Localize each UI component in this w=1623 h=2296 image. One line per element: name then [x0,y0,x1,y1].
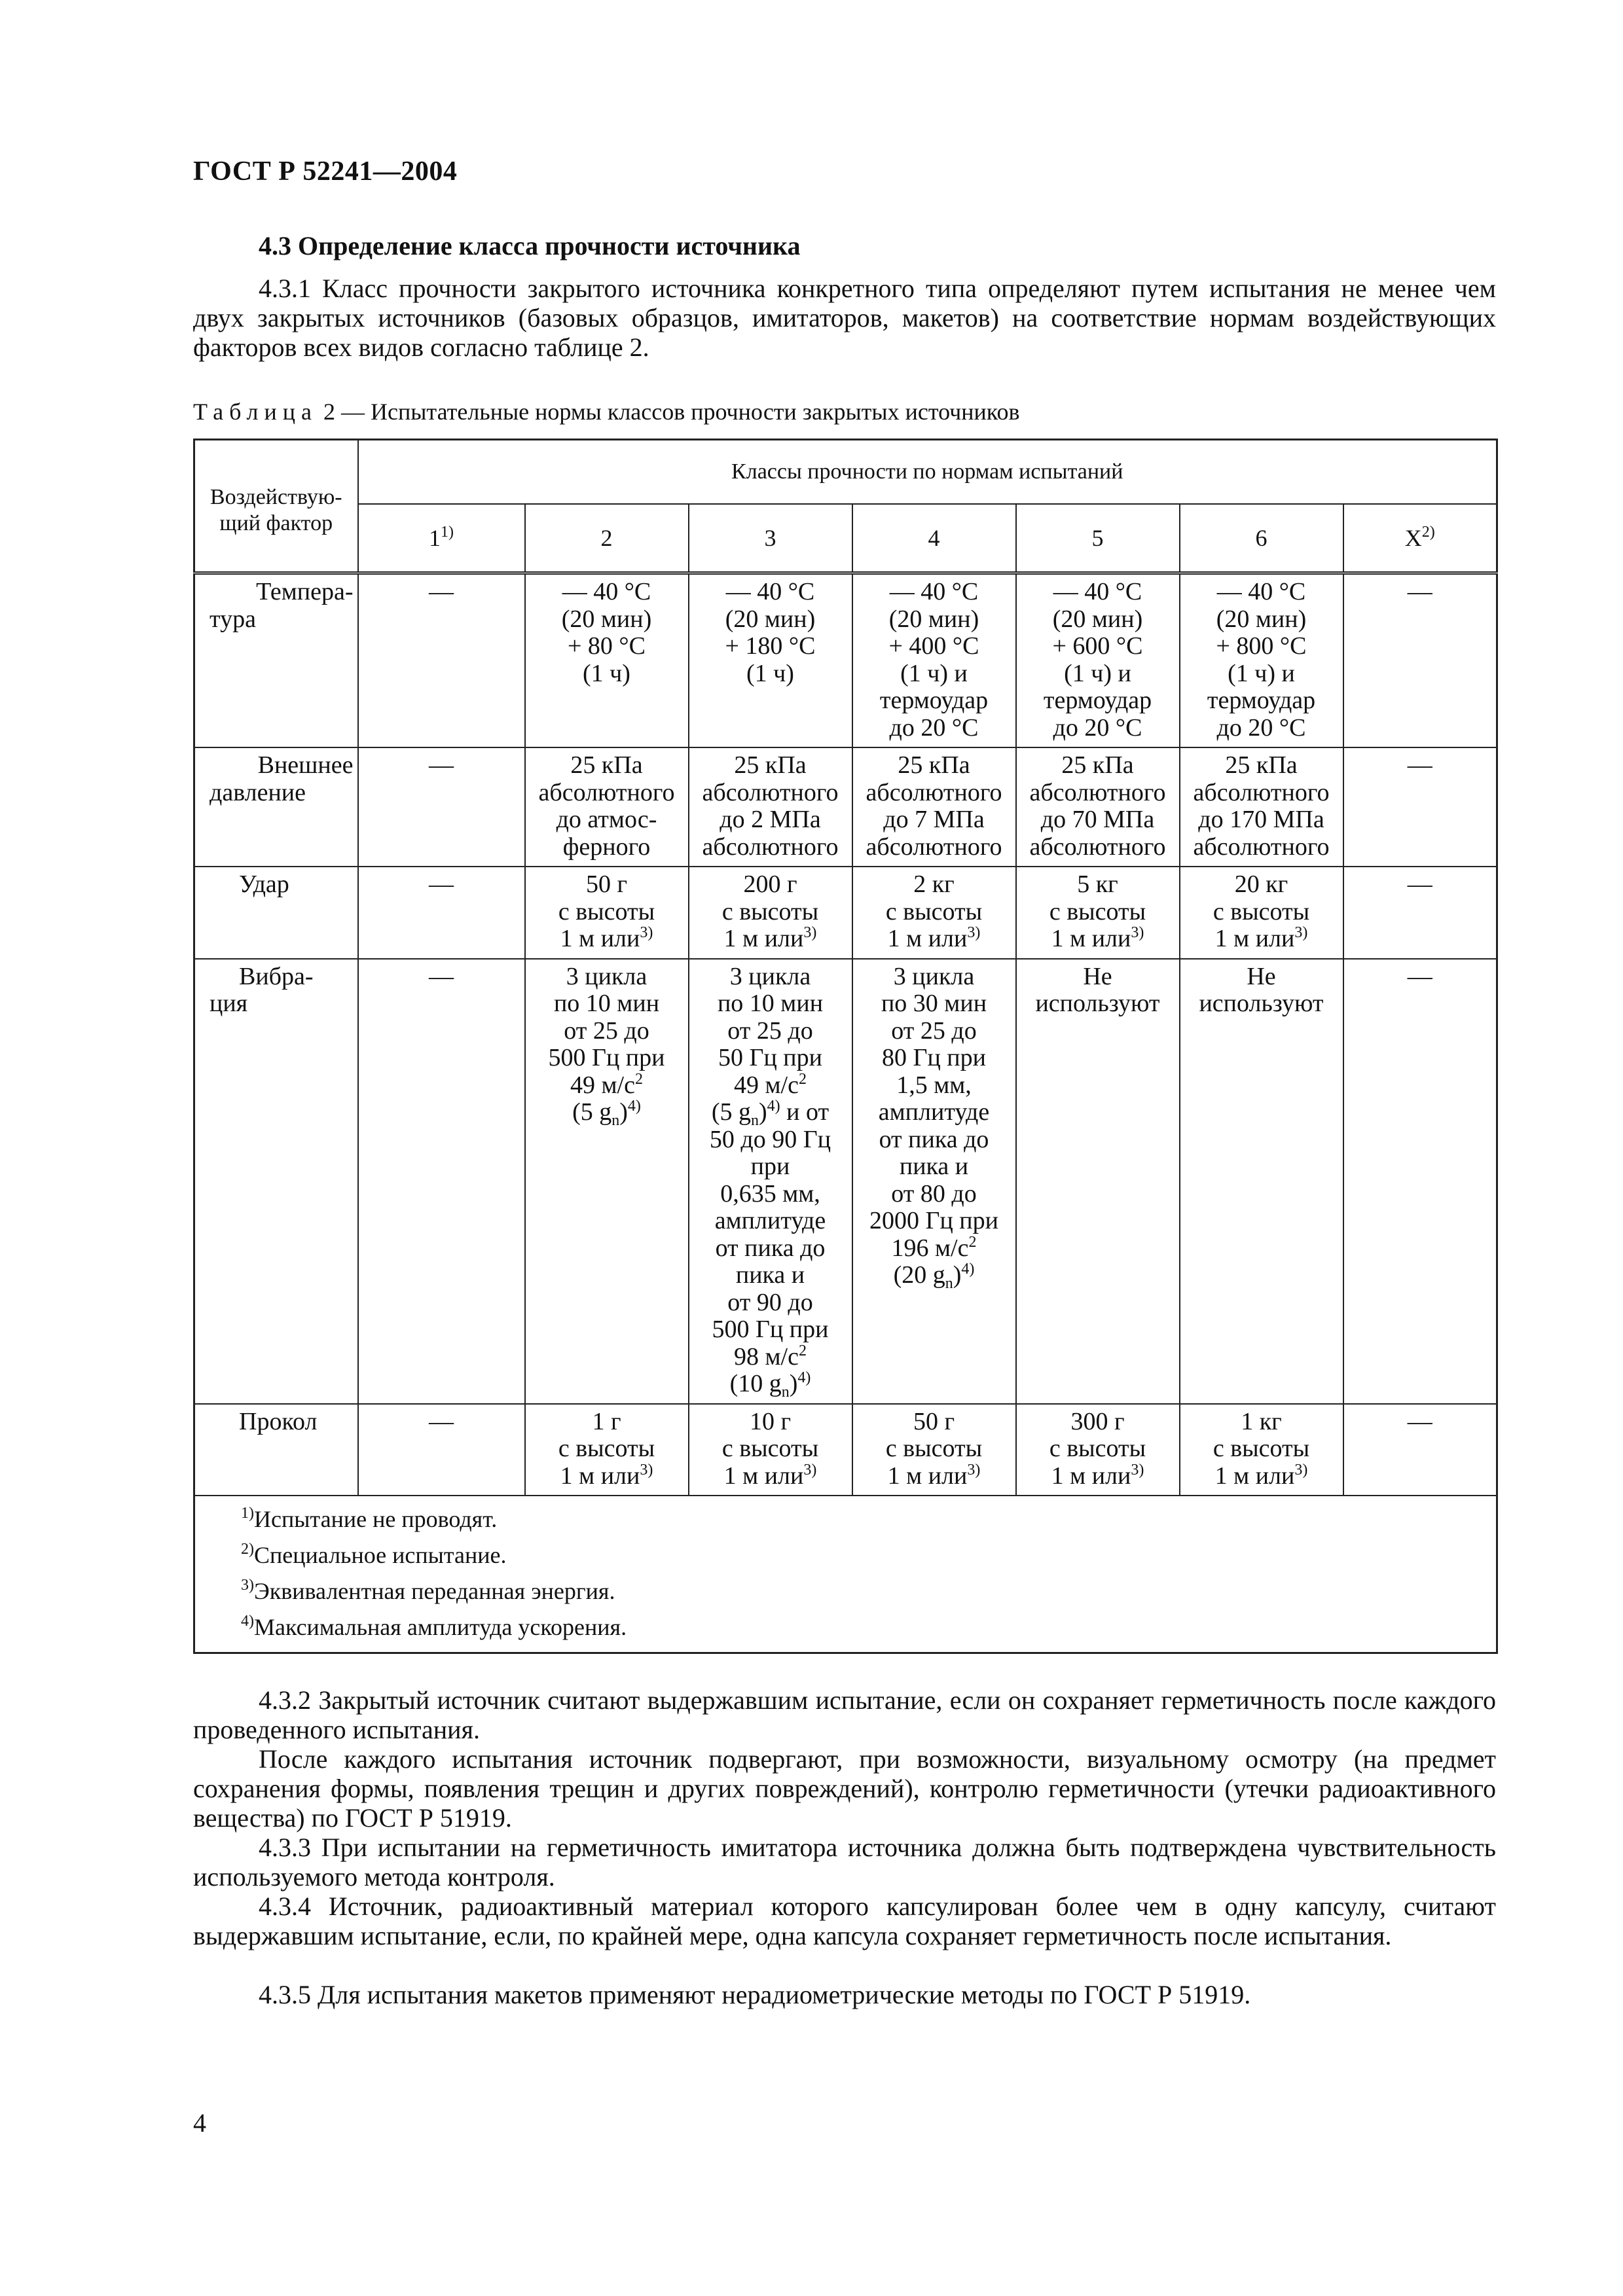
cell-puncture-6: 1 кг с высоты 1 м или$^{3)}$ [1180,1404,1343,1496]
class-header-2: 2 [525,504,689,573]
cell-pressure-3: 25 кПа абсолютного до 2 МПа абсолютного [689,747,852,867]
cell-impact-x: — [1343,867,1497,959]
cell-puncture-2: 1 г с высоты 1 м или$^{3)}$ [525,1404,689,1496]
table-row-pressure [194,747,1497,867]
factor-pressure: Внешнее давление [194,747,358,867]
paragraph-4-3-2: 4.3.2 Закрытый источник считают выдержавшим испытание, если он сохраняет герметичность после каждого проведенного испытания. [193,1685,1496,1744]
factor-puncture: Прокол [194,1404,358,1496]
table-row-puncture [194,1404,1497,1496]
factor-vibration: Вибра- ция [194,959,358,1404]
class-header-5: 5 [1016,504,1180,573]
strength-classes-table [193,439,1498,1654]
cell-temp-1: — [358,573,525,748]
cell-puncture-5: 300 г с высоты 1 м или$^{3)}$ [1016,1404,1180,1496]
cell-pressure-6: 25 кПа абсолютного до 170 МПа абсолютного [1180,747,1343,867]
cell-temp-2: — 40 °С (20 мин) + 80 °С (1 ч) [525,573,689,748]
cell-temp-x: — [1343,573,1497,748]
cell-puncture-x: — [1343,1404,1497,1496]
cell-puncture-1: — [358,1404,525,1496]
cell-temp-4: — 40 °С (20 мин) + 400 °С (1 ч) и термоудар до 20 °С [852,573,1016,748]
note-4: $^{4)}$Максимальная амплитуда ускорения. [241,1613,627,1640]
class-header-6: 6 [1180,504,1343,573]
factor-impact: Удар [194,867,358,959]
cell-pressure-x: — [1343,747,1497,867]
cell-impact-6: 20 кг с высоты 1 м или$^{3)}$ [1180,867,1343,959]
section-heading: 4.3 Определение класса прочности источника [259,231,801,260]
page-number: 4 [193,2108,206,2138]
paragraph-4-3-3: 4.3.3 При испытании на герметичность имитатора источника должна быть подтверждена чувствительность используемого метода контроля. [193,1833,1496,1892]
cell-vibration-1: — [358,959,525,1404]
table-notes [194,1496,1497,1653]
document-code: ГОСТ Р 52241—2004 [193,156,458,187]
cell-impact-3: 200 г с высоты 1 м или$^{3)}$ [689,867,852,959]
cell-temp-3: — 40 °С (20 мин) + 180 °С (1 ч) [689,573,852,748]
cell-vibration-3: 3 цикла по 10 мин от 25 до 50 Гц при 49 $м/с^2$ (5 $g_n)^{4)}$ и от 50 до 90 Гц при 0,635 мм, амплитуде от пика до пика и от 90 до 500 Гц при 98 $м/с^2$ (10 $g_n)^{4)}$ [689,959,852,1404]
cell-vibration-4: 3 цикла по 30 мин от 25 до 80 Гц при 1,5 мм, амплитуде от пика до пика и от 80 до 2000 Гц при 196 $м/с^2$ (20 $g_n)^{4)}$ [852,959,1016,1404]
factor-column-header: Воздействую- щий фактор [194,440,358,573]
class-header-4: 4 [852,504,1016,573]
cell-vibration-x: — [1343,959,1497,1404]
cell-temp-5: — 40 °С (20 мин) + 600 °С (1 ч) и термоудар до 20 °С [1016,573,1180,748]
cell-pressure-5: 25 кПа абсолютного до 70 МПа абсолютного [1016,747,1180,867]
note-2: $^{2)}$Специальное испытание. [241,1541,507,1568]
cell-vibration-5: Не используют [1016,959,1180,1404]
class-header-x: $X^{2)}$ [1343,504,1497,573]
cell-puncture-3: 10 г с высоты 1 м или$^{3)}$ [689,1404,852,1496]
cell-vibration-2: 3 цикла по 10 мин от 25 до 500 Гц при 49 $м/с^2$ (5 $g_n)^{4)}$ [525,959,689,1404]
class-header-3: 3 [689,504,852,573]
cell-impact-2: 50 г с высоты 1 м или$^{3)}$ [525,867,689,959]
class-header-1: 1$^{1)}$ [358,504,525,573]
table-row-vibration [194,959,1497,1404]
classes-column-header: Классы прочности по нормам испытаний [358,440,1497,505]
note-1: $^{1)}$Испытание не проводят. [241,1505,498,1532]
paragraph-4-3-1: 4.3.1 Класс прочности закрытого источника конкретного типа определяют путем испытания не менее чем двух закрытых источников (базовых образцов, имитаторов, макетов) на соответствие нормам воздействующих факторов всех видов согласно таблице 2. [193,274,1496,362]
paragraph-4-3-2-inspection: После каждого испытания источник подвергают, при возможности, визуальному осмотру (на предмет сохранения формы, появления трещин и других повреждений), контролю герметичности (утечки радиоактивного вещества) по ГОСТ Р 51919. [193,1744,1496,1833]
cell-temp-6: — 40 °С (20 мин) + 800 °С (1 ч) и термоудар до 20 °С [1180,573,1343,748]
table-row-impact [194,867,1497,959]
cell-impact-1: — [358,867,525,959]
note-3: $^{3)}$Эквивалентная переданная энергия. [241,1577,615,1604]
factor-temperature: Темпера- тура [194,573,358,748]
cell-impact-5: 5 кг с высоты 1 м или$^{3)}$ [1016,867,1180,959]
table-notes-row [194,1496,1497,1653]
cell-impact-4: 2 кг с высоты 1 м или$^{3)}$ [852,867,1016,959]
table-row-temperature [194,573,1497,748]
cell-vibration-6: Не используют [1180,959,1343,1404]
cell-pressure-1: — [358,747,525,867]
cell-pressure-2: 25 кПа абсолютного до атмос- ферного [525,747,689,867]
cell-puncture-4: 50 г с высоты 1 м или$^{3)}$ [852,1404,1016,1496]
table-caption: Таблица 2 — Испытательные нормы классов прочности закрытых источников [193,399,1020,425]
paragraph-4-3-4: 4.3.4 Источник, радиоактивный материал которого капсулирован более чем в одну капсулу, считают выдержавшим испытание, если, по крайней мере, одна капсула сохраняет герметичность после испытания. [193,1892,1496,1950]
paragraph-4-3-5: 4.3.5 Для испытания макетов применяют нерадиометрические методы по ГОСТ Р 51919. [259,1980,1251,2009]
cell-pressure-4: 25 кПа абсолютного до 7 МПа абсолютного [852,747,1016,867]
